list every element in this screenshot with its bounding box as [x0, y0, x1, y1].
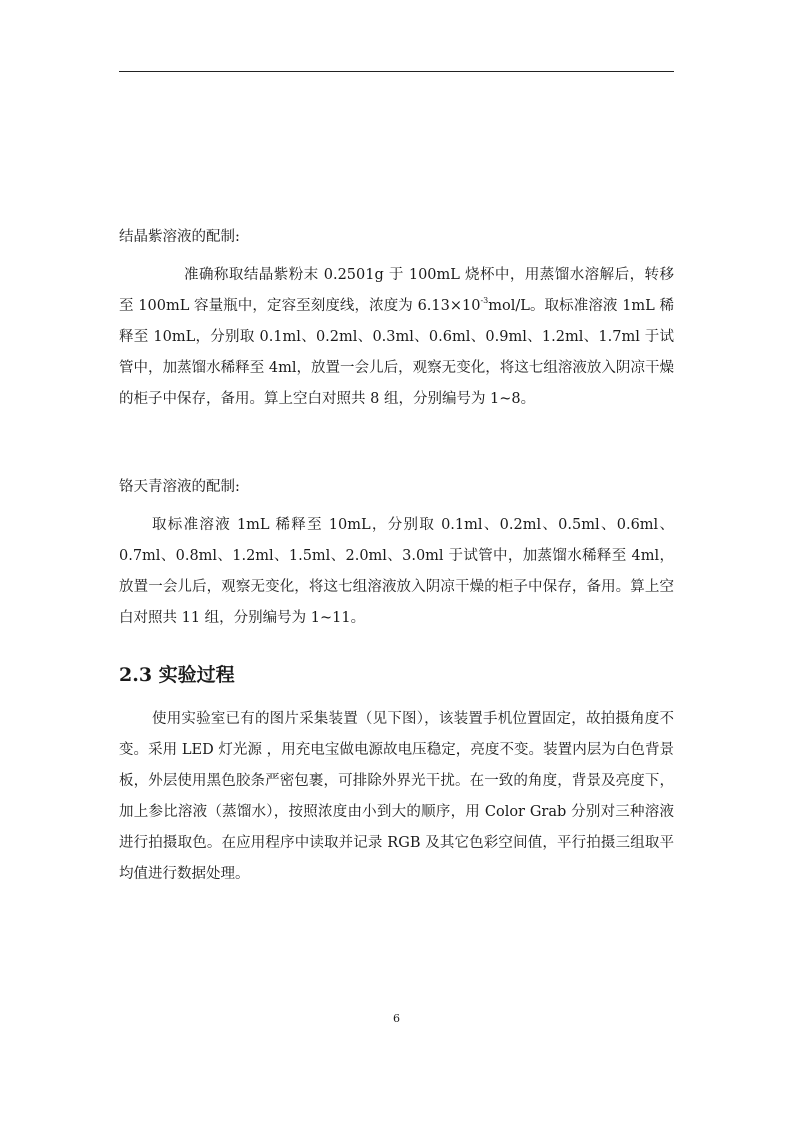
- header-rule: [119, 71, 674, 72]
- paragraph-experiment-process: 使用实验室已有的图片采集装置（见下图），该装置手机位置固定，故拍摄角度不变。采用 LED 灯光源 ，用充电宝做电源故电压稳定，亮度不变。装置内层为白色背景板，外层使用黑色胶条严密包裹，可排除外界光干扰。在一致的角度，背景及亮度下，加上参比溶液（蒸馏水），按照浓度由小到大的顺序，用 Color Grab 分别对三种溶液进行拍摄取色。在应用程序中读取并记录 RGB 及其它色彩空间值，平行拍摄三组取平均值进行数据处理。: [119, 711, 674, 882]
- paragraph-text: 准确称取结晶紫粉末 0.2501g 于 100mL 烧杯中，用蒸馏水溶解后，转移至 100mL 容量瓶中，定容至刻度线，浓度为 6.13×10: [119, 267, 674, 314]
- paragraph-crystal-violet-prep: [119, 260, 674, 415]
- paragraph-text-tail: mol/L。取标准溶液 1mL 稀释至 10mL，分别取 0.1ml、0.2ml、0.3ml、0.6ml、0.9ml、1.2ml、1.7ml 于试管中，加蒸馏水稀释至 4ml，放置一会儿后，观察无变化，将这七组溶液放入阴凉干燥的柜子中保存，备用。算上空白对照共 8 组，分别编号为 1~8。: [119, 298, 675, 407]
- section-heading-experiment-process: 2.3 实验过程: [119, 664, 235, 686]
- section-title-crystal-violet: 结晶紫溶液的配制:: [119, 229, 240, 245]
- paragraph-chrome-azurol-prep: 取标准溶液 1mL 稀释至 10mL，分别取 0.1ml、0.2ml、0.5ml、0.6ml、0.7ml、0.8ml、1.2ml、1.5ml、2.0ml、3.0ml 于试管中，加蒸馏水稀释至 4ml，放置一会儿后，观察无变化，将这七组溶液放入阴凉干燥的柜子中保存，备用。算上空白对照共 11 组，分别编号为 1~11。: [119, 517, 674, 626]
- superscript-exponent: -3: [480, 296, 489, 306]
- section-title-chrome-azurol: 铬天青溶液的配制:: [119, 479, 240, 495]
- page-number: 6: [393, 1012, 400, 1025]
